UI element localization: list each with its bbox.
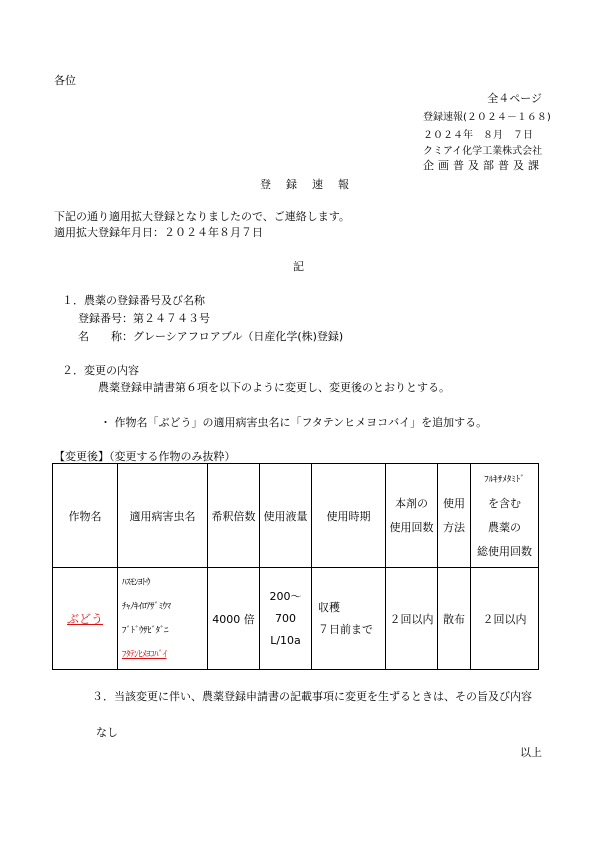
registration-table <box>52 463 539 670</box>
addressee: 各位 <box>54 74 76 87</box>
header-timing: 使用時期 <box>312 464 386 568</box>
header-times-line-2: 使用回数 <box>389 520 434 534</box>
section-2-bullet: ・ 作物名「ぶどう」の適用病害虫名に「フタテンヒメヨコバイ」を追加する。 <box>100 416 488 429</box>
timing-line-1: 収穫 <box>318 600 340 614</box>
volume-line-1: 200～700 <box>269 589 302 625</box>
cell-timing <box>312 568 386 670</box>
header-total-line-1: ﾌﾙｷｻﾒﾀﾐﾄﾞ <box>484 474 525 485</box>
pest-item: ﾁｬﾉｷｲﾛｱｻﾞﾐｳﾏ <box>122 601 171 612</box>
section-2-body: 農薬登録申請書第６項を以下のように変更し、変更後のとおりとする。 <box>98 381 450 394</box>
table-caption <box>54 448 236 464</box>
header-method <box>438 464 471 568</box>
cell-dilution: 4000 倍 <box>208 568 260 670</box>
header-method-line-2: 方法 <box>443 520 465 534</box>
crop-name: ぶどう <box>66 612 103 626</box>
cell-total: ２回以内 <box>471 568 539 670</box>
pest-item: ﾌﾞﾄﾞｳｻﾋﾞﾀﾞﾆ <box>122 625 169 636</box>
table-row <box>53 568 539 670</box>
department-name: 企画普及部普及課 <box>423 159 543 172</box>
pest-item: ﾊｽﾓﾝﾖﾄｳ <box>122 577 151 588</box>
section-2-heading: ２．変更の内容 <box>62 364 139 377</box>
intro-line-2: 適用拡大登録年月日：２０２４年８月７日 <box>54 226 263 239</box>
header-total-line-3: 農薬の <box>488 520 521 534</box>
header-pest: 適用病害虫名 <box>118 464 208 568</box>
table-caption-note: （変更する作物のみ抜粋） <box>109 450 236 463</box>
section-3-body: なし <box>96 726 118 739</box>
volume-line-2: L/10a <box>270 633 301 647</box>
intro-line-1: 下記の通り適用拡大登録となりましたので、ご連絡します。 <box>54 210 350 223</box>
product-name-value: グレーシアフロアブル（日産化学(株)登録) <box>133 330 344 343</box>
document-title: 登 録 速 報 <box>260 178 351 191</box>
header-dilution: 希釈倍数 <box>208 464 260 568</box>
product-name-label: 名 称： <box>78 330 133 343</box>
header-total <box>471 464 539 568</box>
cell-times: ２回以内 <box>386 568 438 670</box>
report-number: 登録速報(２０２４－１６８) <box>423 112 551 123</box>
timing-line-2: ７日前まで <box>318 622 373 636</box>
cell-method: 散布 <box>438 568 471 670</box>
issue-date: ２０２４年 ８月 ７日 <box>423 130 533 141</box>
pest-item-added: ﾌﾀﾃﾝﾋﾒﾖｺﾊﾞｲ <box>122 649 167 660</box>
ki-heading: 記 <box>293 260 304 273</box>
header-total-line-2: を含む <box>488 496 521 510</box>
table-header-row <box>53 464 539 568</box>
registration-number: 登録番号：第２４７４３号 <box>78 312 210 325</box>
table-caption-label: 【変更後】 <box>54 450 109 463</box>
section-1-heading: １．農薬の登録番号及び名称 <box>62 294 205 307</box>
header-times-line-1: 本剤の <box>395 496 428 510</box>
header-total-line-4: 総使用回数 <box>477 544 532 558</box>
cell-crop <box>53 568 118 670</box>
cell-volume <box>260 568 312 670</box>
product-name-row <box>78 328 343 344</box>
header-method-line-1: 使用 <box>443 496 465 510</box>
header-volume: 使用液量 <box>260 464 312 568</box>
header-times <box>386 464 438 568</box>
page-count: 全４ページ <box>487 92 542 105</box>
cell-pests <box>118 568 208 670</box>
closing-text: 以上 <box>520 746 542 759</box>
header-crop: 作物名 <box>53 464 118 568</box>
section-3-heading: ３．当該変更に伴い、農薬登録申請書の記載事項に変更を生ずるときは、その旨及び内容 <box>92 690 532 703</box>
company-name: クミアイ化学工業株式会社 <box>423 146 543 157</box>
